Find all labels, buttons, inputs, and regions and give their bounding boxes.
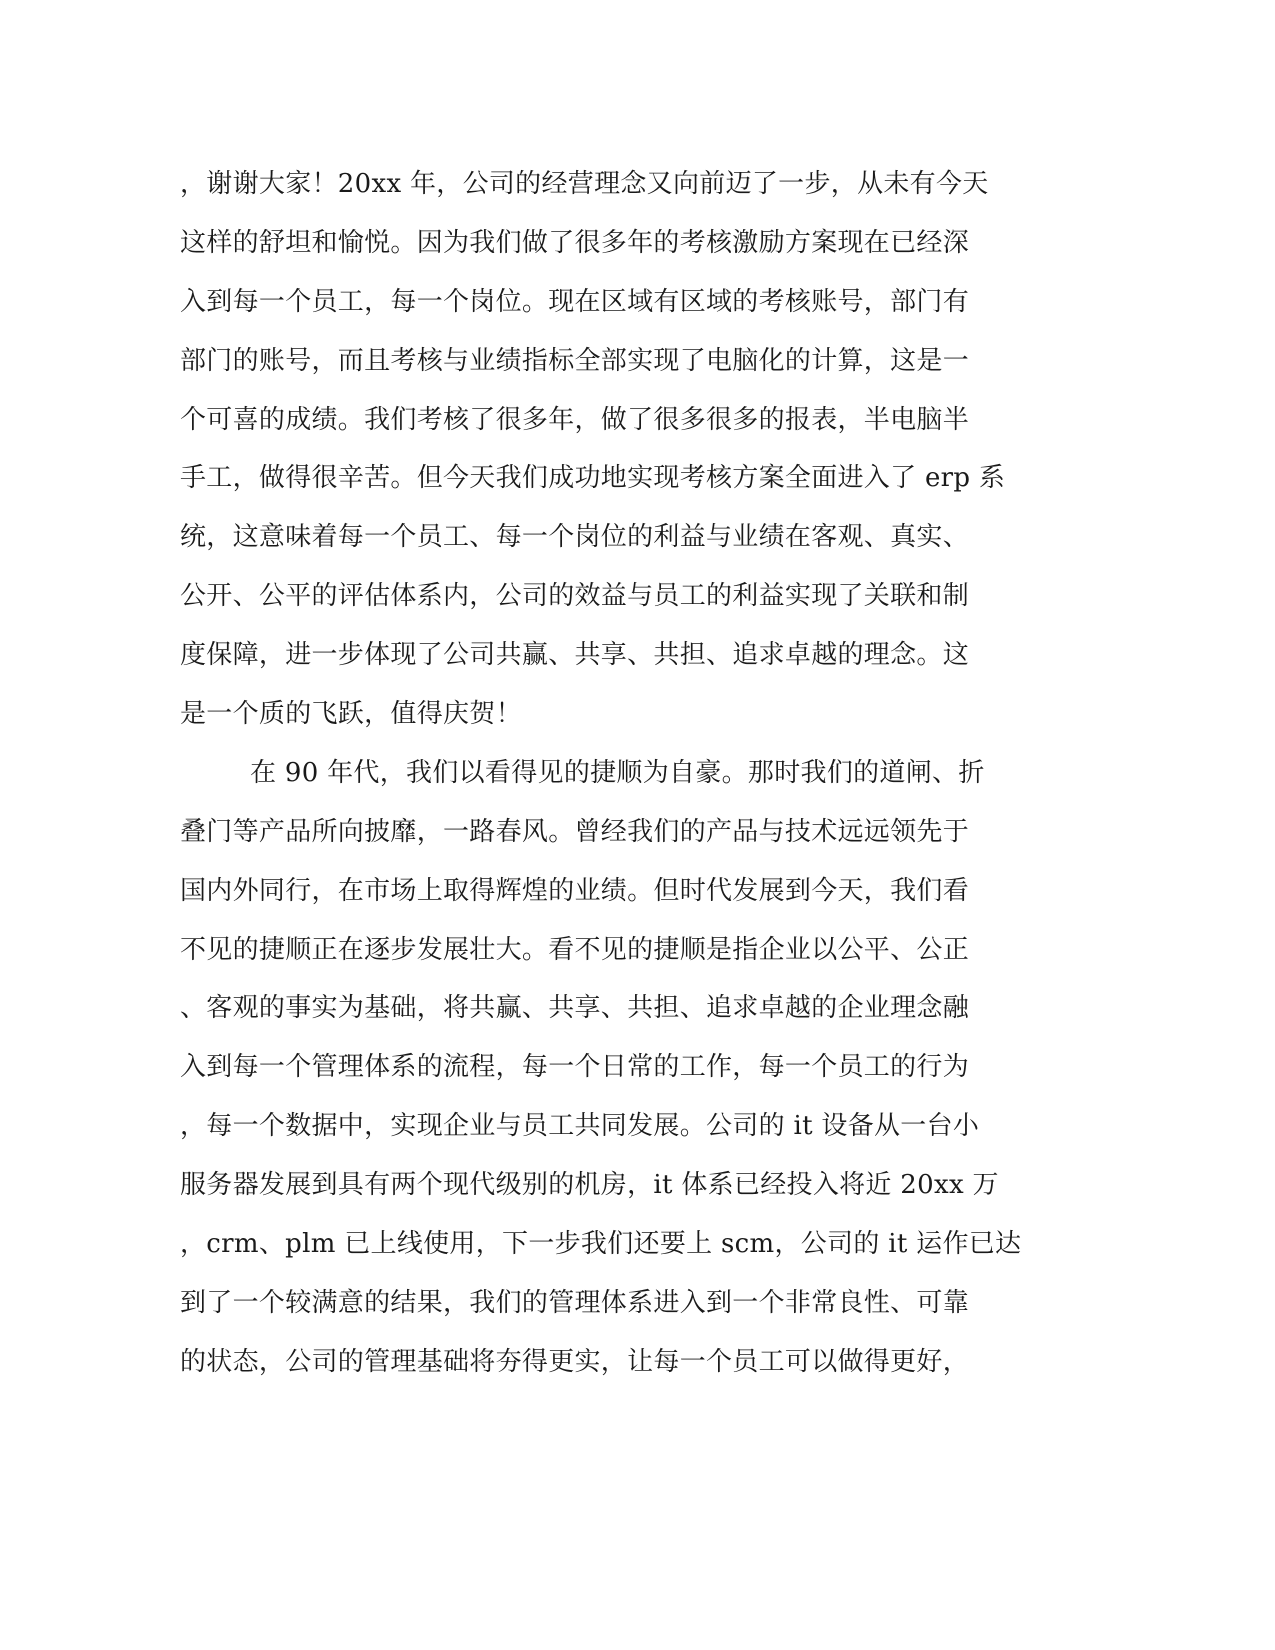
text-line: 不见的捷顺正在逐步发展壮大。看不见的捷顺是指企业以公平、公正	[180, 934, 970, 965]
text-line: ，crm、plm 已上线使用，下一步我们还要上 scm，公司的 it 运作已达	[180, 1229, 1022, 1260]
text-line: 的状态，公司的管理基础将夯得更实，让每一个员工可以做得更好，	[180, 1346, 970, 1377]
text-line: ，谢谢大家！20xx 年，公司的经营理念又向前迈了一步，从未有今天	[180, 169, 989, 199]
text-body	[180, 155, 1060, 1392]
text-line: 手工，做得很辛苦。但今天我们成功地实现考核方案全面进入了 erp 系	[180, 463, 1006, 494]
text-line: 叠门等产品所向披靡，一路春风。曾经我们的产品与技术远远领先于	[180, 816, 970, 847]
paragraph-2	[180, 744, 1060, 1392]
text-line-indented: 在 90 年代，我们以看得见的捷顺为自豪。那时我们的道闸、折	[250, 757, 985, 788]
text-line: 统，这意味着每一个员工、每一个岗位的利益与业绩在客观、真实、	[180, 522, 970, 553]
text-line: 个可喜的成绩。我们考核了很多年，做了很多很多的报表，半电脑半	[180, 404, 970, 435]
text-line: ，每一个数据中，实现企业与员工共同发展。公司的 it 设备从一台小	[180, 1111, 980, 1142]
text-line: 公开、公平的评估体系内，公司的效益与员工的利益实现了关联和制	[180, 581, 970, 612]
text-line: 到了一个较满意的结果，我们的管理体系进入到一个非常良性、可靠	[180, 1287, 970, 1318]
paragraph-1	[180, 155, 1060, 744]
text-line: 度保障，进一步体现了公司共赢、共享、共担、追求卓越的理念。这	[180, 640, 970, 671]
text-line: 入到每一个员工，每一个岗位。现在区域有区域的考核账号，部门有	[180, 286, 970, 317]
text-line: 服务器发展到具有两个现代级别的机房，it 体系已经投入将近 20xx 万	[180, 1170, 999, 1201]
text-line: 部门的账号，而且考核与业绩指标全部实现了电脑化的计算，这是一	[180, 345, 970, 376]
text-line: 入到每一个管理体系的流程，每一个日常的工作，每一个员工的行为	[180, 1052, 970, 1083]
text-line: 国内外同行，在市场上取得辉煌的业绩。但时代发展到今天，我们看	[180, 875, 970, 906]
text-line: 是一个质的飞跃，值得庆贺！	[180, 699, 522, 730]
text-line: 这样的舒坦和愉悦。因为我们做了很多年的考核激励方案现在已经深	[180, 227, 970, 258]
text-line: 、客观的事实为基础，将共赢、共享、共担、追求卓越的企业理念融	[180, 993, 970, 1024]
